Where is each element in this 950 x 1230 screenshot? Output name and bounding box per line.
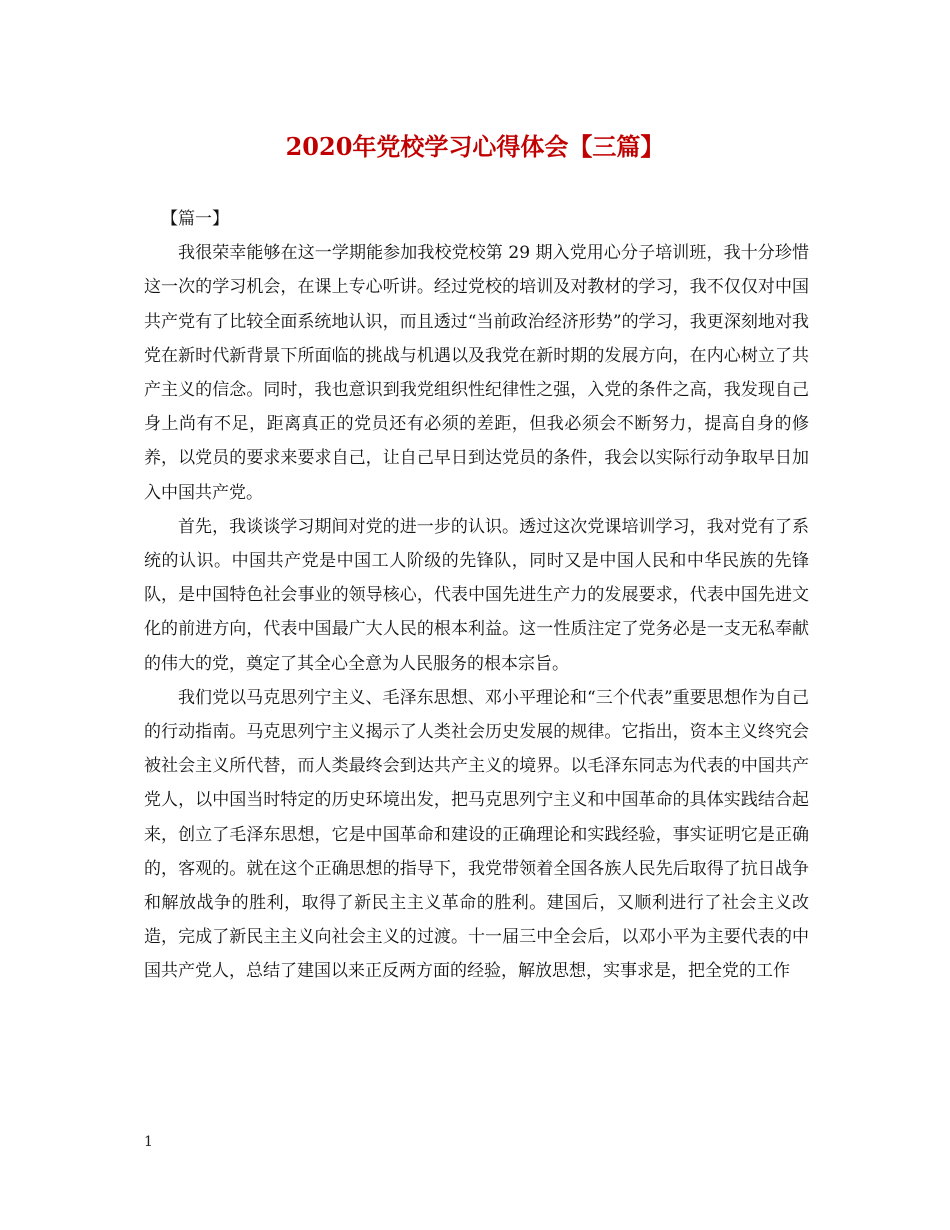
document-body xyxy=(144,202,809,989)
paragraph-2: 首先，我谈谈学习期间对党的进一步的认识。透过这次党课培训学习，我对党有了系统的认识。中国共产党是中国工人阶级的先锋队，同时又是中国人民和中华民族的先锋队，是中国特色社会事业的领导核心，代表中国先进生产力的发展要求，代表中国先进文化的前进方向，代表中国最广大人民的根本利益。这一性质注定了党务必是一支无私奉献的伟大的党，奠定了其全心全意为人民服务的根本宗旨。 xyxy=(144,516,809,674)
page-number: 1 xyxy=(144,1134,153,1150)
document-title: 2020年党校学习心得体会【三篇】 xyxy=(285,132,665,161)
section-label: 【篇一】 xyxy=(161,209,229,229)
paragraph-1: 我很荣幸能够在这一学期能参加我校党校第 29 期入党用心分子培训班，我十分珍惜这一次的学习机会，在课上专心听讲。经过党校的培训及对教材的学习，我不仅仅对中国共产党有了比较全面系统地认识，而且透过“当前政治经济形势”的学习，我更深刻地对我党在新时代新背景下所面临的挑战与机遇以及我党在新时期的发展方向，在内心树立了共产主义的信念。同时，我也意识到我党组织性纪律性之强，入党的条件之高，我发现自己身上尚有不足，距离真正的党员还有必须的差距，但我必须会不断努力，提高自身的修养，以党员的要求来要求自己，让自己早日到达党员的条件，我会以实际行动争取早日加入中国共产党。 xyxy=(144,243,809,503)
paragraph-3: 我们党以马克思列宁主义、毛泽东思想、邓小平理论和“三个代表”重要思想作为自己的行动指南。马克思列宁主义揭示了人类社会历史发展的规律。它指出，资本主义终究会被社会主义所代替，而人类最终会到达共产主义的境界。以毛泽东同志为代表的中国共产党人，以中国当时特定的历史环境出发，把马克思列宁主义和中国革命的具体实践结合起来，创立了毛泽东思想，它是中国革命和建设的正确理论和实践经验，事实证明它是正确的，客观的。就在这个正确思想的指导下，我党带领着全国各族人民先后取得了抗日战争和解放战争的胜利，取得了新民主主义革命的胜利。建国后，又顺利进行了社会主义改造，完成了新民主主义向社会主义的过渡。十一届三中全会后，以邓小平为主要代表的中国共产党人，总结了建国以来正反两方面的经验，解放思想，实事求是，把全党的工作 xyxy=(144,687,809,982)
